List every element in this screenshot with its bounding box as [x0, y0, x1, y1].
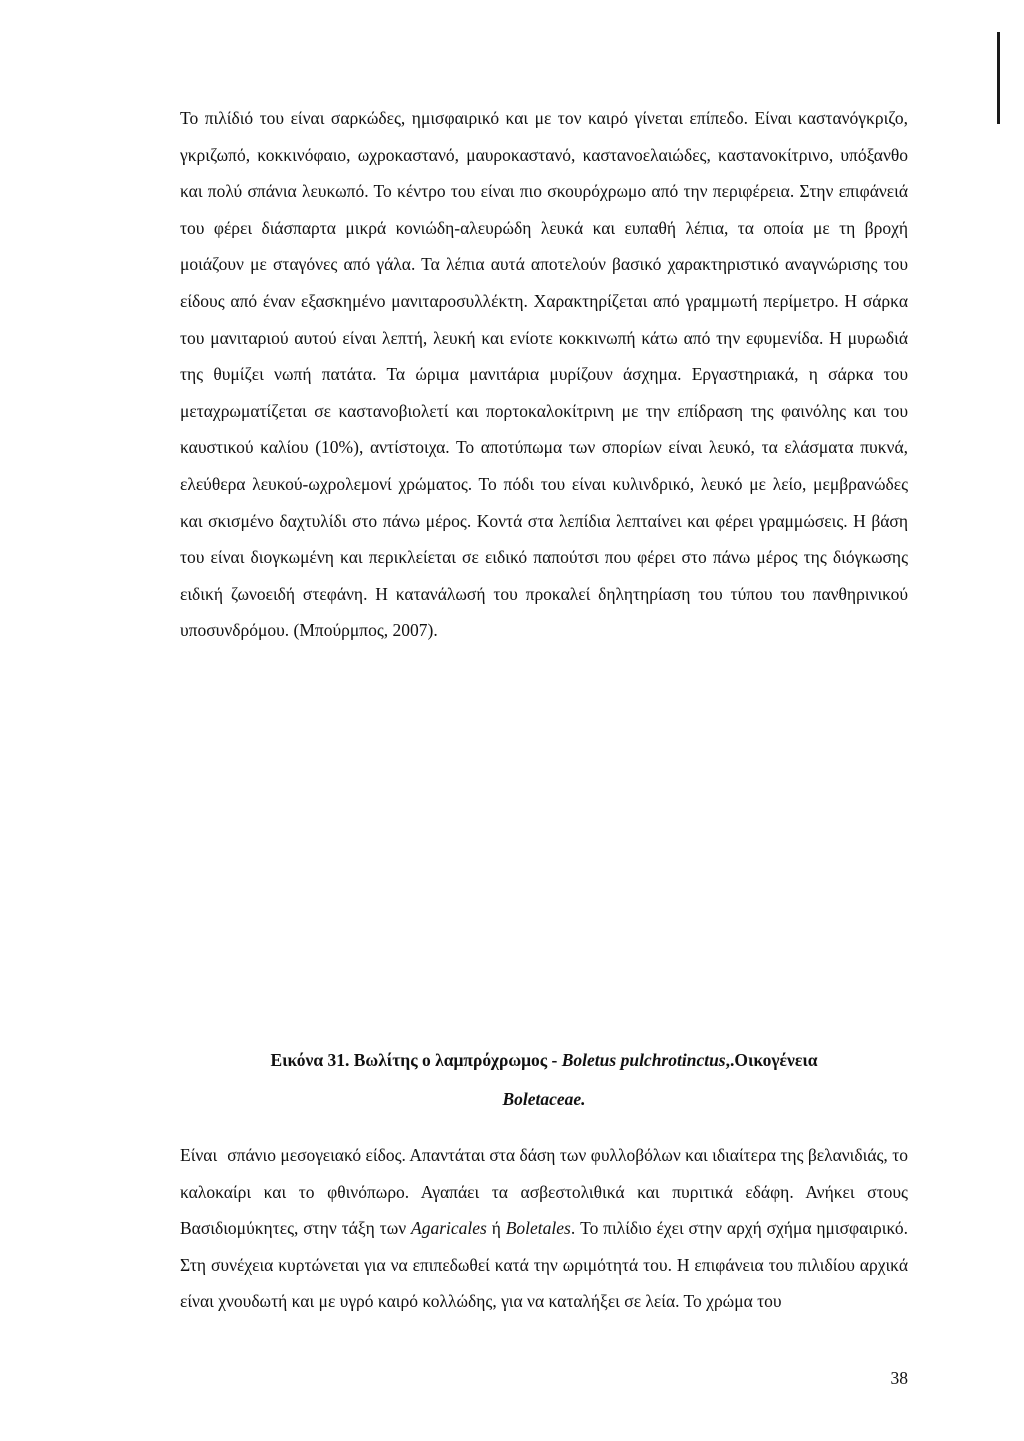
paragraph-lead-word: Είναι: [180, 1145, 218, 1165]
body-paragraph-2: [180, 1137, 908, 1320]
body-paragraph-1: Το πιλίδιό του είναι σαρκώδες, ημισφαιρικό και με τον καιρό γίνεται επίπεδο. Είναι καστανόγκριζο, γκριζωπό, κοκκινόφαιο, ωχροκαστανό, μαυροκαστανό, καστανοελαιώδες, καστανοκίτρινο, υπόξανθο και πολύ σπάνια λευκωπό. Το κέντρο του είναι πιο σκουρόχρωμο από την περιφέρεια. Στην επιφάνειά του φέρει διάσπαρτα μικρά κονιώδη-αλευρώδη λευκά και ευπαθή λέπια, τα οποία με τη βροχή μοιάζουν με σταγόνες από γάλα. Τα λέπια αυτά αποτελούν βασικό χαρακτηριστικό αναγνώρισης του είδους από έναν εξασκημένο μανιταροσυλλέκτη. Χαρακτηρίζεται από γραμμωτή περίμετρο. Η σάρκα του μανιταριού αυτού είναι λεπτή, λευκή και ενίοτε κοκκινωπή κάτω από την εφυμενίδα. Η μυρωδιά της θυμίζει νωπή πατάτα. Τα ώριμα μανιτάρια μυρίζουν άσχημα. Εργαστηριακά, η σάρκα του μεταχρωματίζεται σε καστανοβιολετί και πορτοκαλοκίτρινη με την επίδραση της φαινόλης και του καυστικού καλίου (10%), αντίστοιχα. Το αποτύπωμα των σπορίων είναι λευκό, τα ελάσματα πυκνά, ελεύθερα λευκού-ωχρολεμονί χρώματος. Το πόδι του είναι κυλινδρικό, λευκό με λείο, μεμβρανώδες και σκισμένο δαχτυλίδι στο πάνω μέρος. Κοντά στα λεπίδια λεπταίνει και φέρει γραμμώσεις. Η βάση του είναι διογκωμένη και περικλείεται σε ειδικό παπούτσι που φέρει στο πάνω μέρος της διόγκωσης ειδική ζωνοειδή στεφάνη. Η κατανάλωσή του προκαλεί δηλητηρίαση του τύπου του πανθηρινικού υποσυνδρόμου. (Μπούρμπος, 2007).: [180, 108, 908, 641]
paragraph-text-c: . Το πιλίδιο έχει στην αρχή σχήμα ημισφαιρικό. Στη συνέχεια κυρτώνεται για να επιπεδωθεί κατά την ωριμότητά του. Η επιφάνεια του πιλιδίου αρχικά είναι χνουδωτή και με υγρό καιρό κολλώδης, για να καταλήξει σε λεία. Το χρώμα του: [180, 1218, 909, 1312]
caption-prefix: Εικόνα 31. Βωλίτης ο λαμπρόχρωμος -: [270, 1050, 562, 1070]
caption-latin-name: Boletus pulchrotinctus: [561, 1050, 726, 1070]
caption-family-name: Boletaceae.: [502, 1089, 586, 1109]
page-number: 38: [890, 1368, 908, 1388]
figure-caption: [180, 1041, 908, 1119]
paragraph-text-a: σπάνιο μεσογειακό είδος. Απαντάται στα δάση των φυλλοβόλων και ιδιαίτερα της βελανιδιάς, το καλοκαίρι και το φθινόπωρο. Αγαπάει τα ασβεστολιθικά και πυριτικά εδάφη. Ανήκει στους Βασιδιομύκητες, στην τάξη των: [180, 1145, 908, 1239]
paragraph-text-b: ή: [486, 1218, 506, 1239]
caption-family-label: ,.Οικογένεια: [725, 1050, 818, 1070]
order-name-boletales: Boletales: [505, 1218, 571, 1239]
order-name-agaricales: Agaricales: [411, 1218, 487, 1239]
scan-edge-mark: [997, 32, 1000, 124]
